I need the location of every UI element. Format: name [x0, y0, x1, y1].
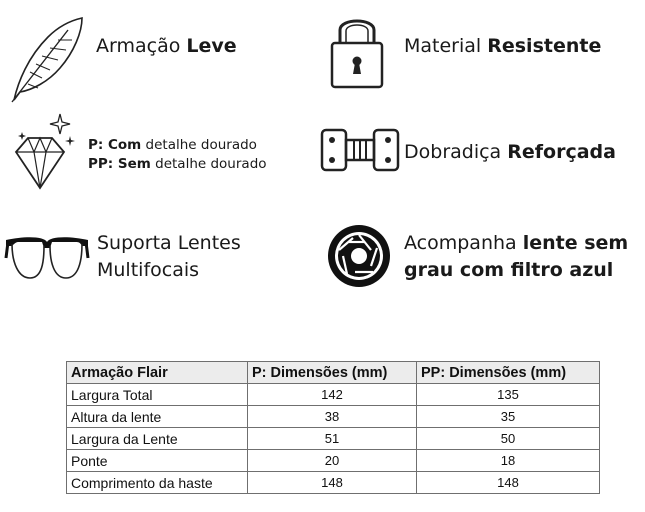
row-p-value: 142: [248, 384, 417, 406]
feature-dobradica-text: Dobradiça Reforçada: [404, 141, 616, 163]
table-row: [67, 384, 600, 406]
padlock-icon: [328, 10, 386, 90]
row-label: Altura da lente: [67, 406, 248, 428]
feature-dourado-text: P: Com detalhe dourado PP: Sem detalhe dourado: [88, 137, 267, 172]
glasses-icon: [4, 232, 90, 284]
dimensions-table: [66, 361, 600, 494]
row-label: Comprimento da haste: [67, 472, 248, 494]
row-label: Largura Total: [67, 384, 248, 406]
table-row: [67, 428, 600, 450]
row-pp-value: 135: [417, 384, 600, 406]
row-p-value: 20: [248, 450, 417, 472]
table-row: [67, 450, 600, 472]
header-pp-dimensions: PP: Dimensões (mm): [417, 362, 600, 384]
row-p-value: 38: [248, 406, 417, 428]
table-row: [67, 406, 600, 428]
row-p-value: 51: [248, 428, 417, 450]
feature-lente-text: Acompanha lente sem grau com filtro azul: [404, 232, 629, 281]
feature-multifocais-text: Suporta Lentes Multifocais: [97, 232, 241, 281]
diamond-icon: [12, 112, 78, 190]
table-header-row: [67, 362, 600, 384]
header-p-dimensions: P: Dimensões (mm): [248, 362, 417, 384]
header-model: Armação Flair: [67, 362, 248, 384]
row-label: Largura da Lente: [67, 428, 248, 450]
table-row: [67, 472, 600, 494]
feature-resistente-text: Material Resistente: [404, 35, 602, 57]
hinge-icon: [320, 126, 400, 176]
camera-aperture-icon: [325, 222, 393, 290]
row-pp-value: 35: [417, 406, 600, 428]
feather-icon: [8, 12, 86, 104]
row-pp-value: 18: [417, 450, 600, 472]
row-label: Ponte: [67, 450, 248, 472]
row-pp-value: 50: [417, 428, 600, 450]
feature-leve-text: Armação Leve: [96, 35, 237, 57]
row-pp-value: 148: [417, 472, 600, 494]
row-p-value: 148: [248, 472, 417, 494]
